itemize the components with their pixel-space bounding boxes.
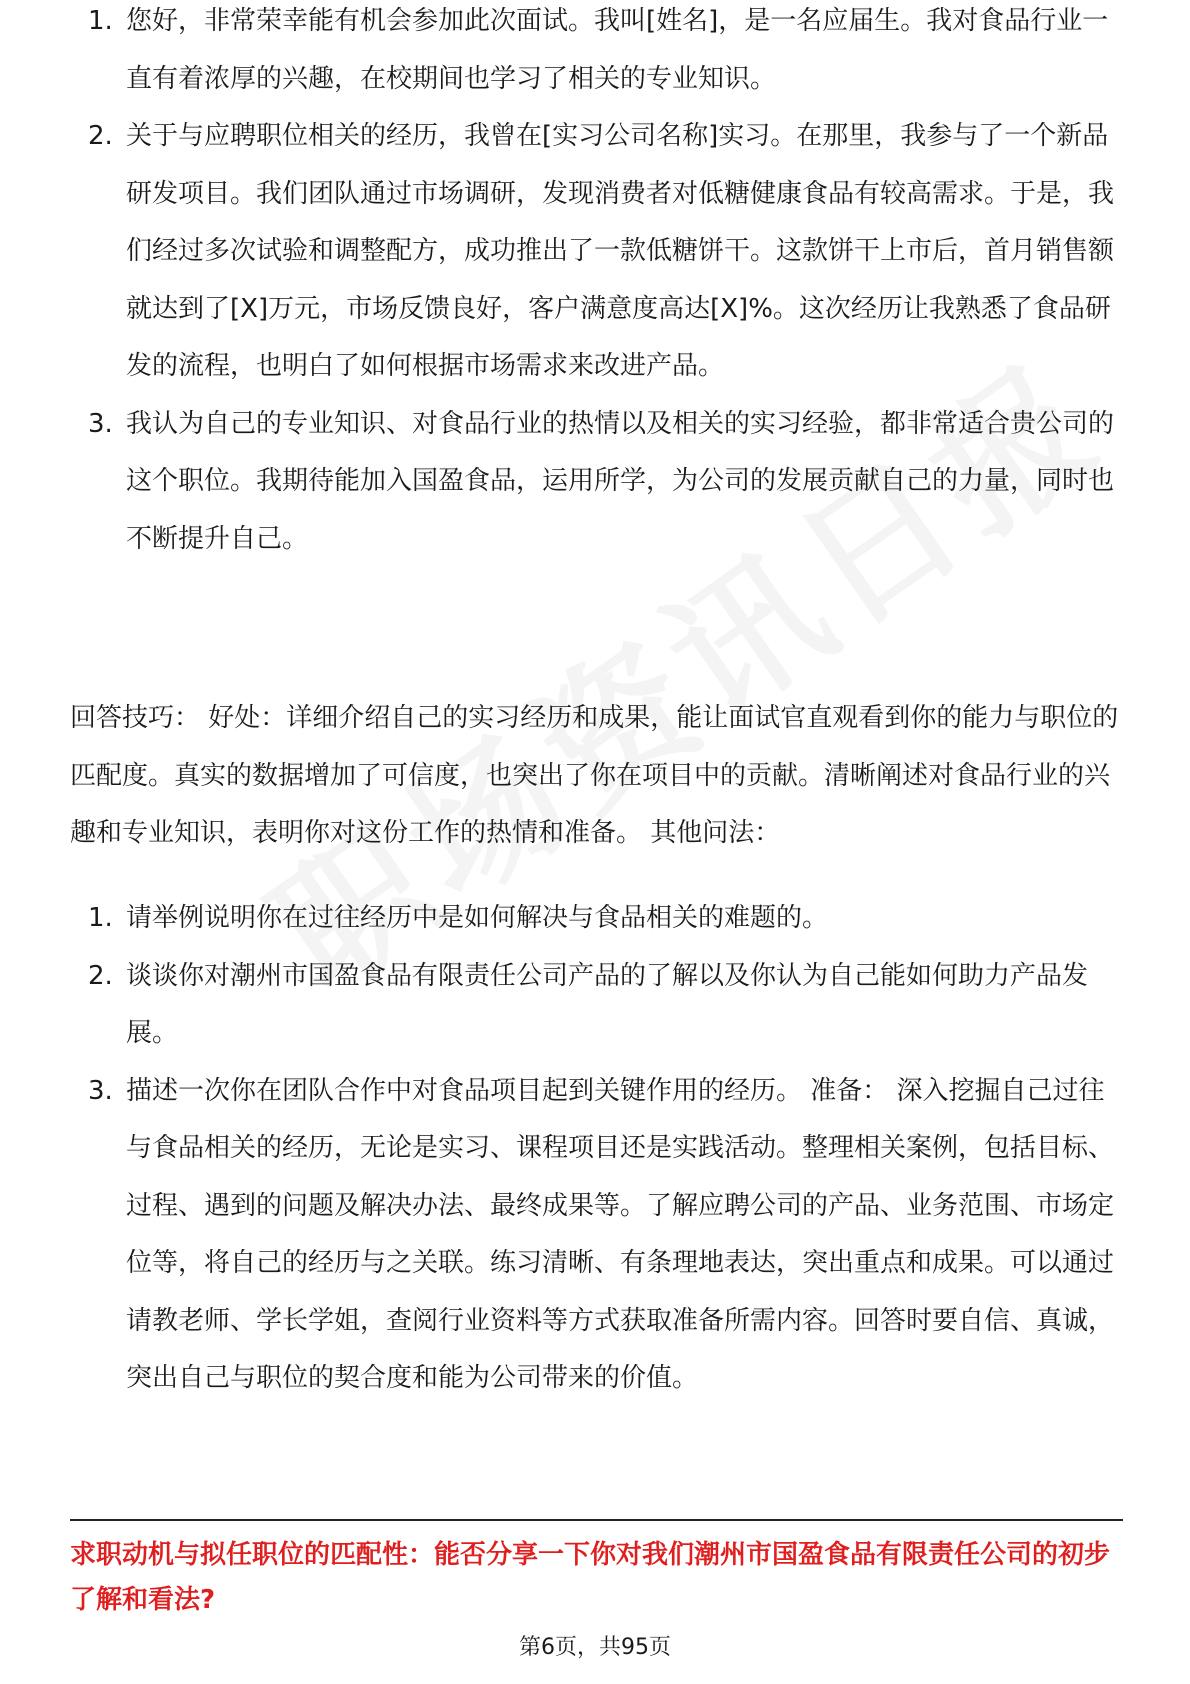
next-question-heading: 求职动机与拟任职位的匹配性：能否分享一下你对我们潮州市国盈食品有限责任公司的初步了解和看法? xyxy=(70,1540,1111,1615)
list-item-number: 2. xyxy=(88,960,113,991)
alternate-questions-list xyxy=(80,890,1120,1408)
list-item-number: 1. xyxy=(88,6,113,36)
list-item-text: 我认为自己的专业知识、对食品行业的热情以及相关的实习经验，都非常适合贵公司的这个职位。我期待能加入国盈食品，运用所学，为公司的发展贡献自己的力量，同时也不断提升自己。 xyxy=(126,408,1115,554)
list-item xyxy=(80,396,1120,569)
list-item-text: 谈谈你对潮州市国盈食品有限责任公司产品的了解以及你认为自己能如何助力产品发展。 xyxy=(126,960,1089,1048)
section-divider xyxy=(70,1519,1123,1521)
list-item-number: 2. xyxy=(88,121,113,151)
list-item-text: 您好，非常荣幸能有机会参加此次面试。我叫[姓名]，是一名应届生。我对食品行业一直有着浓厚的兴趣，在校期间也学习了相关的专业知识。 xyxy=(126,6,1109,94)
list-item xyxy=(80,0,1120,108)
list-item-number: 1. xyxy=(88,903,113,933)
list-item-text: 关于与应聘职位相关的经历，我曾在[实习公司名称]实习。在那里，我参与了一个新品研发项目。我们团队通过市场调研，发现消费者对低糖健康食品有较高需求。于是，我们经过多次试验和调整配方，成功推出了一款低糖饼干。这款饼干上市后，首月销售额就达到了[X]万元，市场反馈良好，客户满意度高达[X]%。这次经历让我熟悉了食品研发的流程，也明白了如何根据市场需求来改进产品。 xyxy=(126,121,1115,381)
tips-paragraph: 回答技巧： 好处：详细介绍自己的实习经历和成果，能让面试官直观看到你的能力与职位的匹配度。真实的数据增加了可信度，也突出了你在项目中的贡献。清晰阐述对食品行业的兴趣和专业知识，表明你对这份工作的热情和准备。 其他问法： xyxy=(70,703,1119,848)
answer-list xyxy=(80,6,1120,568)
list-item xyxy=(80,108,1120,396)
list-item-number: 3. xyxy=(88,408,113,439)
page-footer: 第6页，共95页 xyxy=(519,1635,671,1660)
list-item-text: 描述一次你在团队合作中对食品项目起到关键作用的经历。 准备： 深入挖掘自己过往与食品相关的经历，无论是实习、课程项目还是实践活动。整理相关案例，包括目标、过程、遇到的问题及解决办法、最终成果等。了解应聘公司的产品、业务范围、市场定位等，将自己的经历与之关联。练习清晰、有条理地表达，突出重点和成果。可以通过请教老师、学长学姐，查阅行业资料等方式获取准备所需内容。回答时要自信、真诚，突出自己与职位的契合度和能为公司带来的价值。 xyxy=(126,1075,1115,1393)
list-item xyxy=(80,948,1120,1063)
list-item xyxy=(80,890,1120,948)
list-item xyxy=(80,1063,1120,1408)
list-item-number: 3. xyxy=(88,1075,113,1106)
list-item-text: 请举例说明你在过往经历中是如何解决与食品相关的难题的。 xyxy=(126,903,829,933)
